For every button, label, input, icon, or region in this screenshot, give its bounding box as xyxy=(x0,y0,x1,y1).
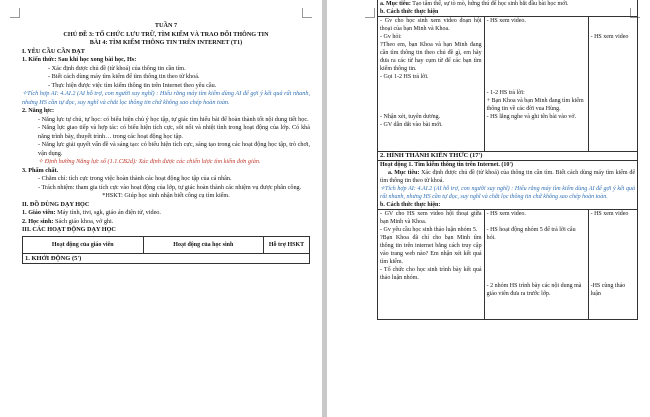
section-requirements: I. YÊU CẦU CẦN ĐẠT xyxy=(22,47,85,55)
document-page-right xyxy=(327,0,650,417)
topic-heading: CHỦ ĐỀ 3: TỔ CHỨC LƯU TRỮ, TÌM KIẾM VÀ TRAO ĐỔI THÔNG TIN xyxy=(63,30,269,38)
table-cell-support: - HS xem video -HS cùng thảo luận xyxy=(588,210,637,320)
section-activities: III. CÁC HOẠT ĐỘNG DẠY HỌC xyxy=(22,226,116,233)
margin-mark xyxy=(302,8,312,18)
competence-item: - Năng lực giao tiếp và hợp tác: có biểu hiện tích cực, sôi nổi và nhiệt tình trong hoạt động của lớp. Có khả năng trình bày, thuyết trình… trong các hoạt động học tập. xyxy=(38,124,310,140)
competence-item: - Năng lực tự chủ, tự học: có biểu hiện chủ ý học tập, tự giác tìm hiểu bài để hoàn thành tốt nội dung tiết học. xyxy=(38,115,309,123)
knowledge-item: - Biết cách dùng máy tìm kiếm để tìm thông tin theo từ khoá. xyxy=(48,73,200,80)
table-cell-support: - HS xem video xyxy=(588,17,637,152)
table-row-warmup: 1. KHỞI ĐỘNG (5') xyxy=(23,253,310,263)
margin-mark xyxy=(10,8,20,18)
document-page-left xyxy=(0,0,322,417)
col-header-teacher: Hoạt động của giáo viên xyxy=(23,236,144,253)
table-cell-teacher: - GV cho HS xem video hội thoại giữa bạn Minh và Khoa. - Gv yêu cầu học sinh thảo luận nhóm 5. ?Bạn Khoa đã chỉ cho bạn Minh tìm thông tin trên internet bằng cách truy cập vào trang web nào? Em nhận xét kết quả tìm kiếm. - Tổ chức cho học sinh trình bày kết quả thảo luận nhóm. xyxy=(378,210,485,320)
teacher-materials: 1. Giáo viên: Máy tính, tivi, sgk, giáo án điện tử, video. xyxy=(22,209,161,216)
activities-table xyxy=(22,236,310,264)
table-cell-teacher: - Gv cho học sinh xem video đoạn hội thoại của bạn Minh và Khoa. - Gv hỏi: ?Theo em, bạn Khoa và bạn Minh đang cần tìm thông tin theo chủ đề gì, em hãy đưa ra các từ hay cụm từ để các bạn tìm kiếm thông tin. - Gọi 1-2 HS trả lời. - Nhận xét, tuyên dương. - GV dẫn dắt vào bài mới. xyxy=(378,17,485,152)
quality-item: - Trách nhiệm: tham gia tích cực vào hoạt động của lớp, tự giác hoàn thành các nhiệm vụ được phân công. xyxy=(38,183,302,191)
digital-competence-note: ✧ Định hướng Năng lực số (1.1.CB2d): Xác định được các chiến lược tìm kiếm đơn giản. xyxy=(38,158,261,165)
knowledge-item: - Xác định được chủ đề (từ khoá) của thông tin cần tìm. xyxy=(48,64,186,72)
table-cell-student: - HS xem video. - 1-2 HS trả lời: + Bạn Khoa và bạn Minh đang tìm kiếm thông tin về các đời vua Hùng. - HS lắng nghe và ghi tên bài vào vở. xyxy=(484,17,588,152)
table-row-goal: a. Mục tiêu: Tạo tâm thế, sự tò mò, hứng thú để học sinh bắt đầu bài học mới. b. Cách thức thực hiện xyxy=(378,0,638,17)
student-materials: 2. Học sinh: Sách giáo khoa, vở ghi. xyxy=(22,217,114,225)
margin-mark xyxy=(365,8,375,18)
competence-label: 2. Năng lực: xyxy=(22,107,55,114)
table-row-knowledge: 2. HÌNH THÀNH KIẾN THỨC (17') xyxy=(378,152,638,161)
ai-integration-note: ✧Tích hợp AI: 4.AI.2 (AI hỗ trợ, con người suy nghĩ) : Hiểu rằng máy tìm kiếm dùng AI để gợi ý kết quả rất nhanh, nhưng HS cần tự đọc, suy nghĩ và chắt lọc thông tin chứ không sao chép hoàn toàn. xyxy=(22,90,310,106)
lesson-heading: BÀI 4: TÌM KIẾM THÔNG TIN TRÊN INTERNET (T1) xyxy=(89,39,243,46)
special-needs-note: *HSKT: Giúp học sinh nhận biết công cụ tìm kiếm. xyxy=(102,192,230,199)
knowledge-item: - Thực hiện được việc tìm kiếm thông tin trên Internet theo yêu cầu. xyxy=(48,81,217,89)
qualities-label: 3. Phẩm chất. xyxy=(22,166,59,174)
competence-item: - Năng lực giải quyết vấn đề và sáng tạo: có biểu hiện tích cực, sáng tạo trong các hoạt động học tập, trò chơi, vận dụng. xyxy=(38,141,311,157)
table-cell-student: - HS xem video. - HS hoạt động nhóm 5 để trả lời câu hỏi. - 2 nhóm HS trình bày các nội dung mà giáo viên đưa ra trước lớp. xyxy=(484,210,588,320)
section-materials: II. ĐỒ DÙNG DẠY HỌC xyxy=(22,200,90,208)
col-header-student: Hoạt động của học sinh xyxy=(143,236,264,253)
col-header-support: Hỗ trợ HSKT xyxy=(264,236,310,253)
activities-table-continued xyxy=(377,0,638,320)
week-heading: TUẦN 7 xyxy=(154,22,178,29)
quality-item: - Chăm chỉ: tích cực trong việc hoàn thành các hoạt động học tập của cá nhân. xyxy=(38,175,232,182)
table-row-activity1: Hoạt động 1. Tìm kiếm thông tin trên Internet. (10') a. Mục tiêu: Xác định được chủ đề (từ khoá) của thông tin cần tìm. Biết cách dùng máy tìm kiếm để tìm thông tin theo từ khoá. ✧Tích hợp AI: 4.AI.2 (AI hỗ trợ, con người suy nghĩ) : Hiểu rằng máy tìm kiếm dùng AI để gợi ý kết quả rất nhanh, nhưng HS cần tự đọc, suy nghĩ và chắt lọc thông tin chứ không sao chép hoàn toàn. b. Cách thức thực hiện: xyxy=(378,161,638,210)
knowledge-label: 1. Kiến thức: Sau khi học xong bài học, Hs: xyxy=(22,56,137,63)
